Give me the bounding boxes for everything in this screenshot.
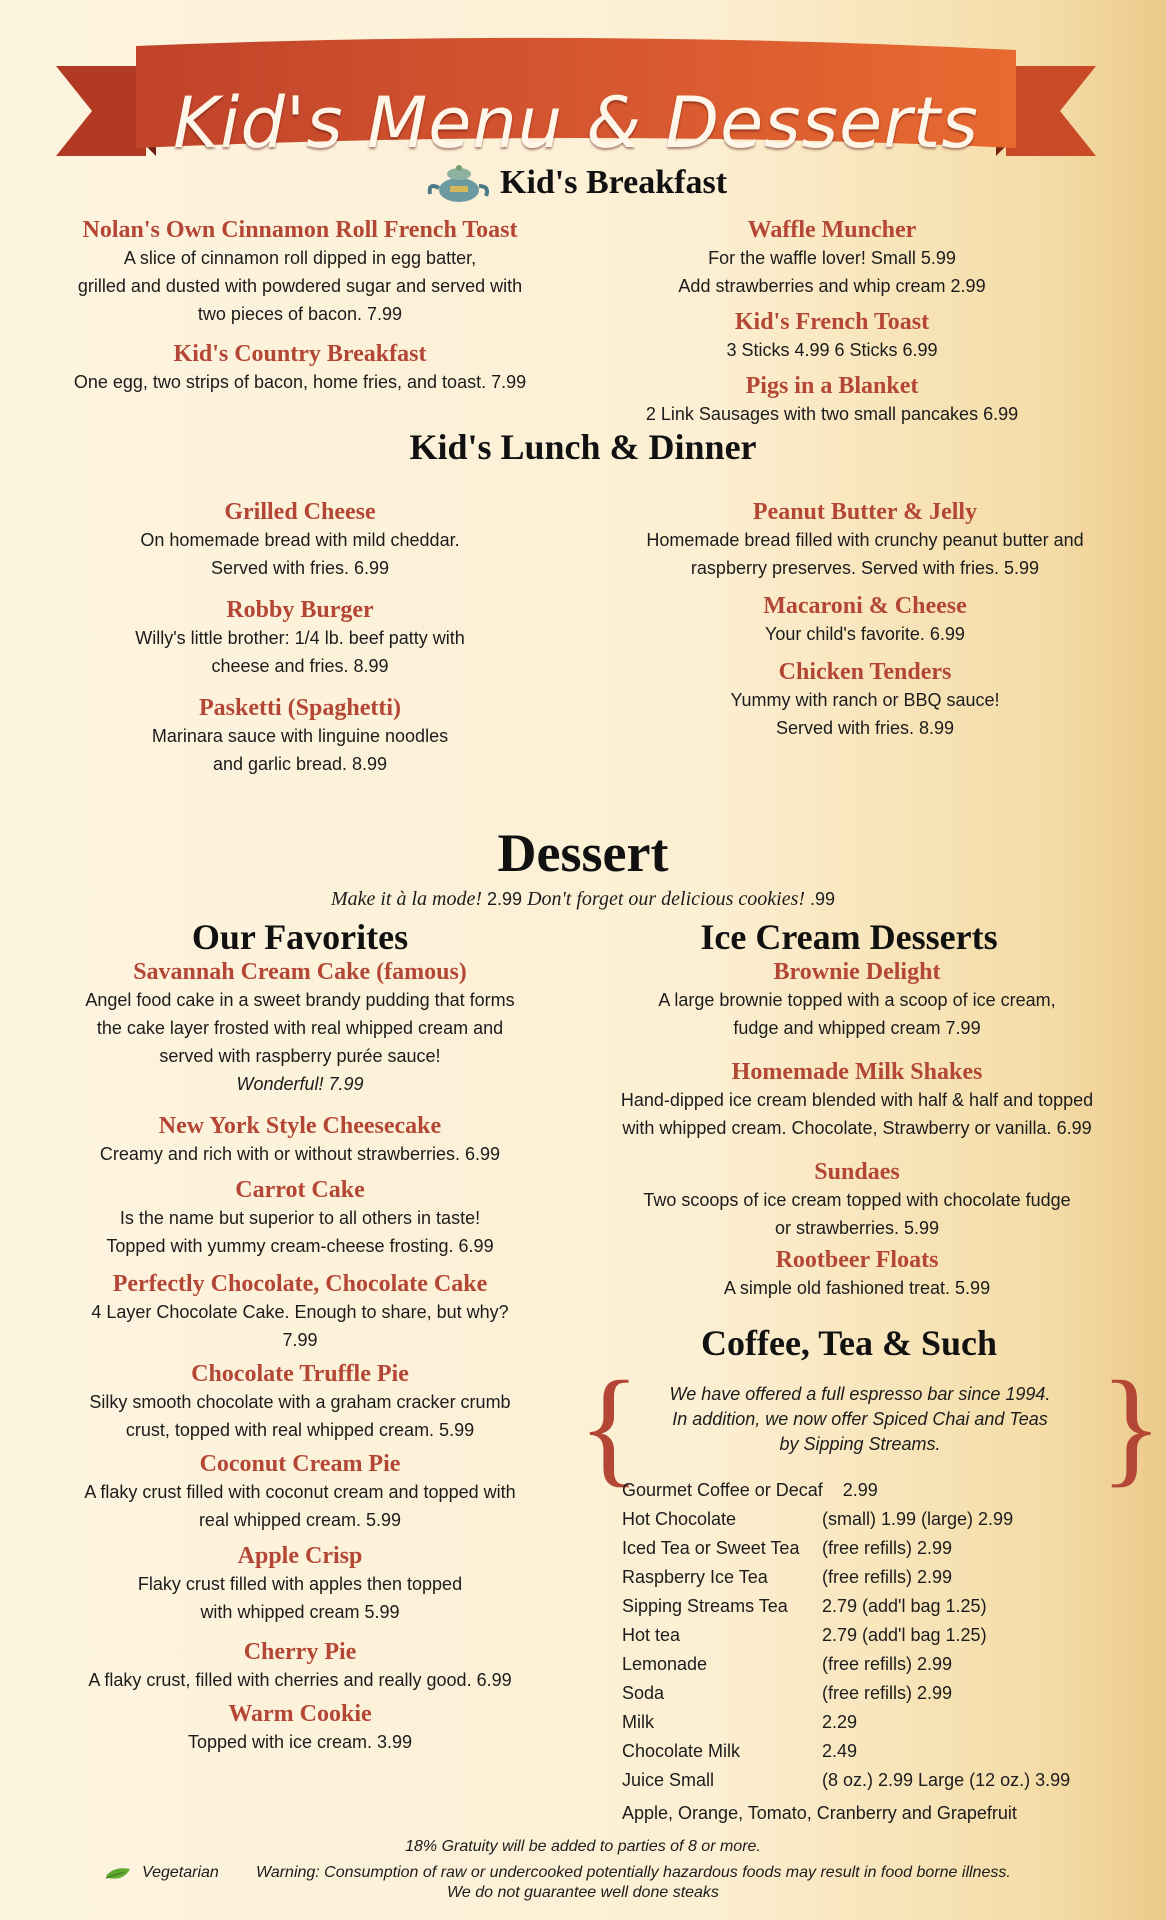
favorites-column bbox=[40, 958, 560, 1760]
item-title: Savannah Cream Cake (famous) bbox=[133, 959, 467, 985]
item-title: New York Style Cheesecake bbox=[158, 1113, 442, 1139]
teapot-icon bbox=[426, 160, 492, 209]
item-desc: fudge and whipped cream 7.99 bbox=[733, 1018, 981, 1038]
item-desc: two pieces of bacon. 7.99 bbox=[197, 304, 403, 324]
menu-item bbox=[40, 958, 560, 1098]
item-title: Pigs in a Blanket bbox=[745, 373, 919, 399]
item-desc: 4 Layer Chocolate Cake. Enough to share, but why? bbox=[91, 1302, 509, 1322]
menu-item bbox=[40, 1112, 560, 1168]
breakfast-right-column bbox=[592, 216, 1072, 436]
menu-item bbox=[40, 1542, 560, 1626]
menu-item bbox=[592, 658, 1138, 742]
drink-price: 2.49 bbox=[822, 1741, 858, 1761]
drink-row bbox=[622, 1592, 1142, 1621]
item-desc: Marinara sauce with linguine noodles bbox=[151, 726, 449, 746]
item-desc: Angel food cake in a sweet brandy pudding that forms bbox=[85, 990, 515, 1010]
menu-item bbox=[580, 1158, 1134, 1242]
item-desc: or strawberries. 5.99 bbox=[774, 1218, 940, 1238]
drink-name: Chocolate Milk bbox=[622, 1741, 741, 1761]
item-desc: A large brownie topped with a scoop of ice cream, bbox=[658, 990, 1056, 1010]
item-desc: real whipped cream. 5.99 bbox=[198, 1510, 402, 1530]
drink-price: (free refills) 2.99 bbox=[822, 1683, 953, 1703]
menu-item bbox=[40, 596, 560, 680]
item-title: Chocolate Truffle Pie bbox=[191, 1361, 409, 1387]
item-desc: Served with fries. 6.99 bbox=[210, 558, 390, 578]
icecream-column bbox=[580, 958, 1134, 1306]
item-desc: A flaky crust, filled with cherries and really good. 6.99 bbox=[88, 1670, 512, 1690]
menu-item bbox=[592, 308, 1072, 364]
item-desc: Wonderful! 7.99 bbox=[236, 1074, 364, 1094]
item-title: Perfectly Chocolate, Chocolate Cake bbox=[112, 1271, 488, 1297]
drink-price: 2.79 (add'l bag 1.25) bbox=[822, 1596, 987, 1616]
intro-line: by Sipping Streams. bbox=[779, 1434, 941, 1454]
item-title: Carrot Cake bbox=[235, 1177, 365, 1203]
menu-item bbox=[580, 958, 1134, 1042]
item-title: Homemade Milk Shakes bbox=[731, 1059, 983, 1085]
coffee-first-line: Gourmet Coffee or Decaf 2.99 bbox=[622, 1480, 878, 1500]
item-title: Kid's French Toast bbox=[734, 309, 930, 335]
item-desc: A simple old fashioned treat. 5.99 bbox=[723, 1278, 991, 1298]
item-title: Coconut Cream Pie bbox=[199, 1451, 401, 1477]
item-desc: Served with fries. 8.99 bbox=[775, 718, 955, 738]
item-title: Waffle Muncher bbox=[747, 217, 917, 243]
menu-title: Kid's Menu & Desserts bbox=[173, 82, 979, 164]
item-desc: Homemade bread filled with crunchy peanut butter and bbox=[646, 530, 1084, 550]
lunch-left-column bbox=[40, 498, 560, 786]
menu-item bbox=[40, 1638, 560, 1694]
left-brace: { bbox=[578, 1355, 641, 1499]
item-desc: Silky smooth chocolate with a graham cracker crumb bbox=[89, 1392, 511, 1412]
item-desc: Topped with yummy cream-cheese frosting. 6.99 bbox=[106, 1236, 494, 1256]
item-desc: 3 Sticks 4.99 6 Sticks 6.99 bbox=[726, 340, 938, 360]
item-title: Robby Burger bbox=[226, 597, 374, 623]
item-title: Cherry Pie bbox=[243, 1639, 357, 1665]
drink-row bbox=[622, 1679, 1142, 1708]
item-title: Apple Crisp bbox=[237, 1543, 363, 1569]
drink-name: Iced Tea or Sweet Tea bbox=[622, 1538, 800, 1558]
menu-item bbox=[40, 216, 560, 328]
drink-price: (8 oz.) 2.99 Large (12 oz.) 3.99 bbox=[822, 1770, 1071, 1790]
item-desc: grilled and dusted with powdered sugar and served with bbox=[77, 276, 523, 296]
item-desc: Yummy with ranch or BBQ sauce! bbox=[730, 690, 1000, 710]
breakfast-left-column bbox=[40, 216, 560, 404]
drink-price: (small) 1.99 (large) 2.99 bbox=[822, 1509, 1014, 1529]
item-title: Macaroni & Cheese bbox=[763, 593, 967, 619]
item-title: Kid's Country Breakfast bbox=[173, 341, 427, 367]
drink-price: (free refills) 2.99 bbox=[822, 1538, 953, 1558]
menu-item bbox=[40, 1700, 560, 1756]
item-desc: Is the name but superior to all others in taste! bbox=[119, 1208, 481, 1228]
vegetarian-label: Vegetarian bbox=[142, 1864, 219, 1881]
drink-row bbox=[622, 1534, 1142, 1563]
item-title: Peanut Butter & Jelly bbox=[752, 499, 978, 525]
intro-line: In addition, we now offer Spiced Chai and Teas bbox=[672, 1409, 1048, 1429]
juice-note: Apple, Orange, Tomato, Cranberry and Grapefruit bbox=[622, 1803, 1017, 1823]
drink-row bbox=[622, 1563, 1142, 1592]
item-desc: Flaky crust filled with apples then topped bbox=[137, 1574, 463, 1594]
item-desc: crust, topped with real whipped cream. 5.99 bbox=[125, 1420, 475, 1440]
menu-item bbox=[592, 372, 1072, 428]
item-desc: with whipped cream. Chocolate, Strawberry or vanilla. 6.99 bbox=[622, 1118, 1092, 1138]
item-desc: and garlic bread. 8.99 bbox=[212, 754, 388, 774]
gratuity-note: 18% Gratuity will be added to parties of 8 or more. bbox=[405, 1838, 761, 1855]
drink-row bbox=[622, 1708, 1142, 1737]
drink-name: Lemonade bbox=[622, 1654, 708, 1674]
item-desc: Add strawberries and whip cream 2.99 bbox=[678, 276, 986, 296]
drink-name: Hot Chocolate bbox=[622, 1509, 737, 1529]
intro-line: We have offered a full espresso bar since 1994. bbox=[669, 1384, 1051, 1404]
item-desc: with whipped cream 5.99 bbox=[200, 1602, 400, 1622]
menu-item bbox=[40, 1270, 560, 1354]
item-title: Chicken Tenders bbox=[778, 659, 952, 685]
item-desc: Two scoops of ice cream topped with chocolate fudge bbox=[643, 1190, 1071, 1210]
item-desc: 7.99 bbox=[282, 1330, 318, 1350]
drink-row bbox=[622, 1766, 1142, 1795]
drink-name: Raspberry Ice Tea bbox=[622, 1567, 768, 1587]
item-title: Rootbeer Floats bbox=[775, 1247, 939, 1273]
cookies-price: .99 bbox=[810, 889, 836, 909]
drink-row bbox=[622, 1650, 1142, 1679]
menu-item bbox=[592, 216, 1072, 300]
item-desc: A flaky crust filled with coconut cream and topped with bbox=[84, 1482, 516, 1502]
item-title: Warm Cookie bbox=[228, 1701, 372, 1727]
item-desc: A slice of cinnamon roll dipped in egg batter, bbox=[123, 248, 477, 268]
coffee-intro bbox=[630, 1382, 1090, 1457]
warning-note: Warning: Consumption of raw or undercooked potentially hazardous foods may result in food borne illness. bbox=[256, 1864, 1011, 1881]
menu-item bbox=[40, 340, 560, 396]
lunch-right-column bbox=[592, 498, 1138, 750]
drink-price: 2.79 (add'l bag 1.25) bbox=[822, 1625, 987, 1645]
icecream-heading: Ice Cream Desserts bbox=[700, 917, 998, 957]
item-desc: On homemade bread with mild cheddar. bbox=[140, 530, 460, 550]
drink-name: Milk bbox=[622, 1712, 654, 1732]
item-desc: cheese and fries. 8.99 bbox=[211, 656, 389, 676]
menu-item bbox=[40, 498, 560, 582]
drink-row bbox=[622, 1737, 1142, 1766]
menu-item bbox=[592, 498, 1138, 582]
menu-item bbox=[580, 1058, 1134, 1142]
item-desc: One egg, two strips of bacon, home fries, and toast. 7.99 bbox=[73, 372, 527, 392]
item-desc: raspberry preserves. Served with fries. 5.99 bbox=[690, 558, 1040, 578]
dessert-heading: Dessert bbox=[497, 823, 669, 883]
drink-name: Soda bbox=[622, 1683, 665, 1703]
drink-name: Hot tea bbox=[622, 1625, 681, 1645]
item-title: Brownie Delight bbox=[773, 959, 941, 985]
item-desc: 2 Link Sausages with two small pancakes 6.99 bbox=[645, 404, 1019, 424]
ala-mode-note: Make it à la mode! bbox=[330, 888, 483, 910]
item-desc: Your child's favorite. 6.99 bbox=[765, 624, 965, 644]
cookies-note: Don't forget our delicious cookies! bbox=[527, 888, 806, 910]
lunch-heading: Kid's Lunch & Dinner bbox=[409, 427, 757, 467]
drink-name: Juice Small bbox=[622, 1770, 715, 1790]
coffee-list bbox=[622, 1476, 1142, 1828]
menu-item bbox=[40, 694, 560, 778]
item-desc: Topped with ice cream. 3.99 bbox=[187, 1732, 413, 1752]
item-desc: Creamy and rich with or without strawberries. 6.99 bbox=[99, 1144, 501, 1164]
drink-name: Sipping Streams Tea bbox=[622, 1596, 788, 1616]
item-title: Grilled Cheese bbox=[224, 499, 376, 525]
right-brace: } bbox=[1100, 1355, 1163, 1499]
dessert-note bbox=[0, 888, 1166, 911]
item-desc: the cake layer frosted with real whipped cream and bbox=[96, 1018, 504, 1038]
item-desc: served with raspberry purée sauce! bbox=[159, 1046, 441, 1066]
drink-price: (free refills) 2.99 bbox=[822, 1567, 953, 1587]
drink-rows bbox=[622, 1505, 1142, 1795]
item-desc: For the waffle lover! Small 5.99 bbox=[708, 248, 956, 268]
steaks-note: We do not guarantee well done steaks bbox=[447, 1884, 719, 1901]
coffee-heading: Coffee, Tea & Such bbox=[701, 1323, 997, 1363]
drink-row bbox=[622, 1621, 1142, 1650]
item-title: Pasketti (Spaghetti) bbox=[199, 695, 401, 721]
drink-price: 2.29 bbox=[822, 1712, 858, 1732]
menu-item bbox=[580, 1246, 1134, 1302]
breakfast-heading: Kid's Breakfast bbox=[500, 164, 728, 201]
menu-item bbox=[40, 1450, 560, 1534]
drink-row bbox=[622, 1505, 1142, 1534]
ala-mode-price: 2.99 bbox=[487, 889, 523, 909]
drink-price: (free refills) 2.99 bbox=[822, 1654, 953, 1674]
favorites-heading: Our Favorites bbox=[191, 917, 409, 957]
item-title: Nolan's Own Cinnamon Roll French Toast bbox=[82, 217, 518, 243]
item-title: Sundaes bbox=[814, 1159, 900, 1185]
item-desc: Willy's little brother: 1/4 lb. beef patty with bbox=[135, 628, 465, 648]
menu-item bbox=[592, 592, 1138, 648]
menu-item bbox=[40, 1176, 560, 1260]
item-desc: Hand-dipped ice cream blended with half & half and topped bbox=[620, 1090, 1094, 1110]
menu-item bbox=[40, 1360, 560, 1444]
